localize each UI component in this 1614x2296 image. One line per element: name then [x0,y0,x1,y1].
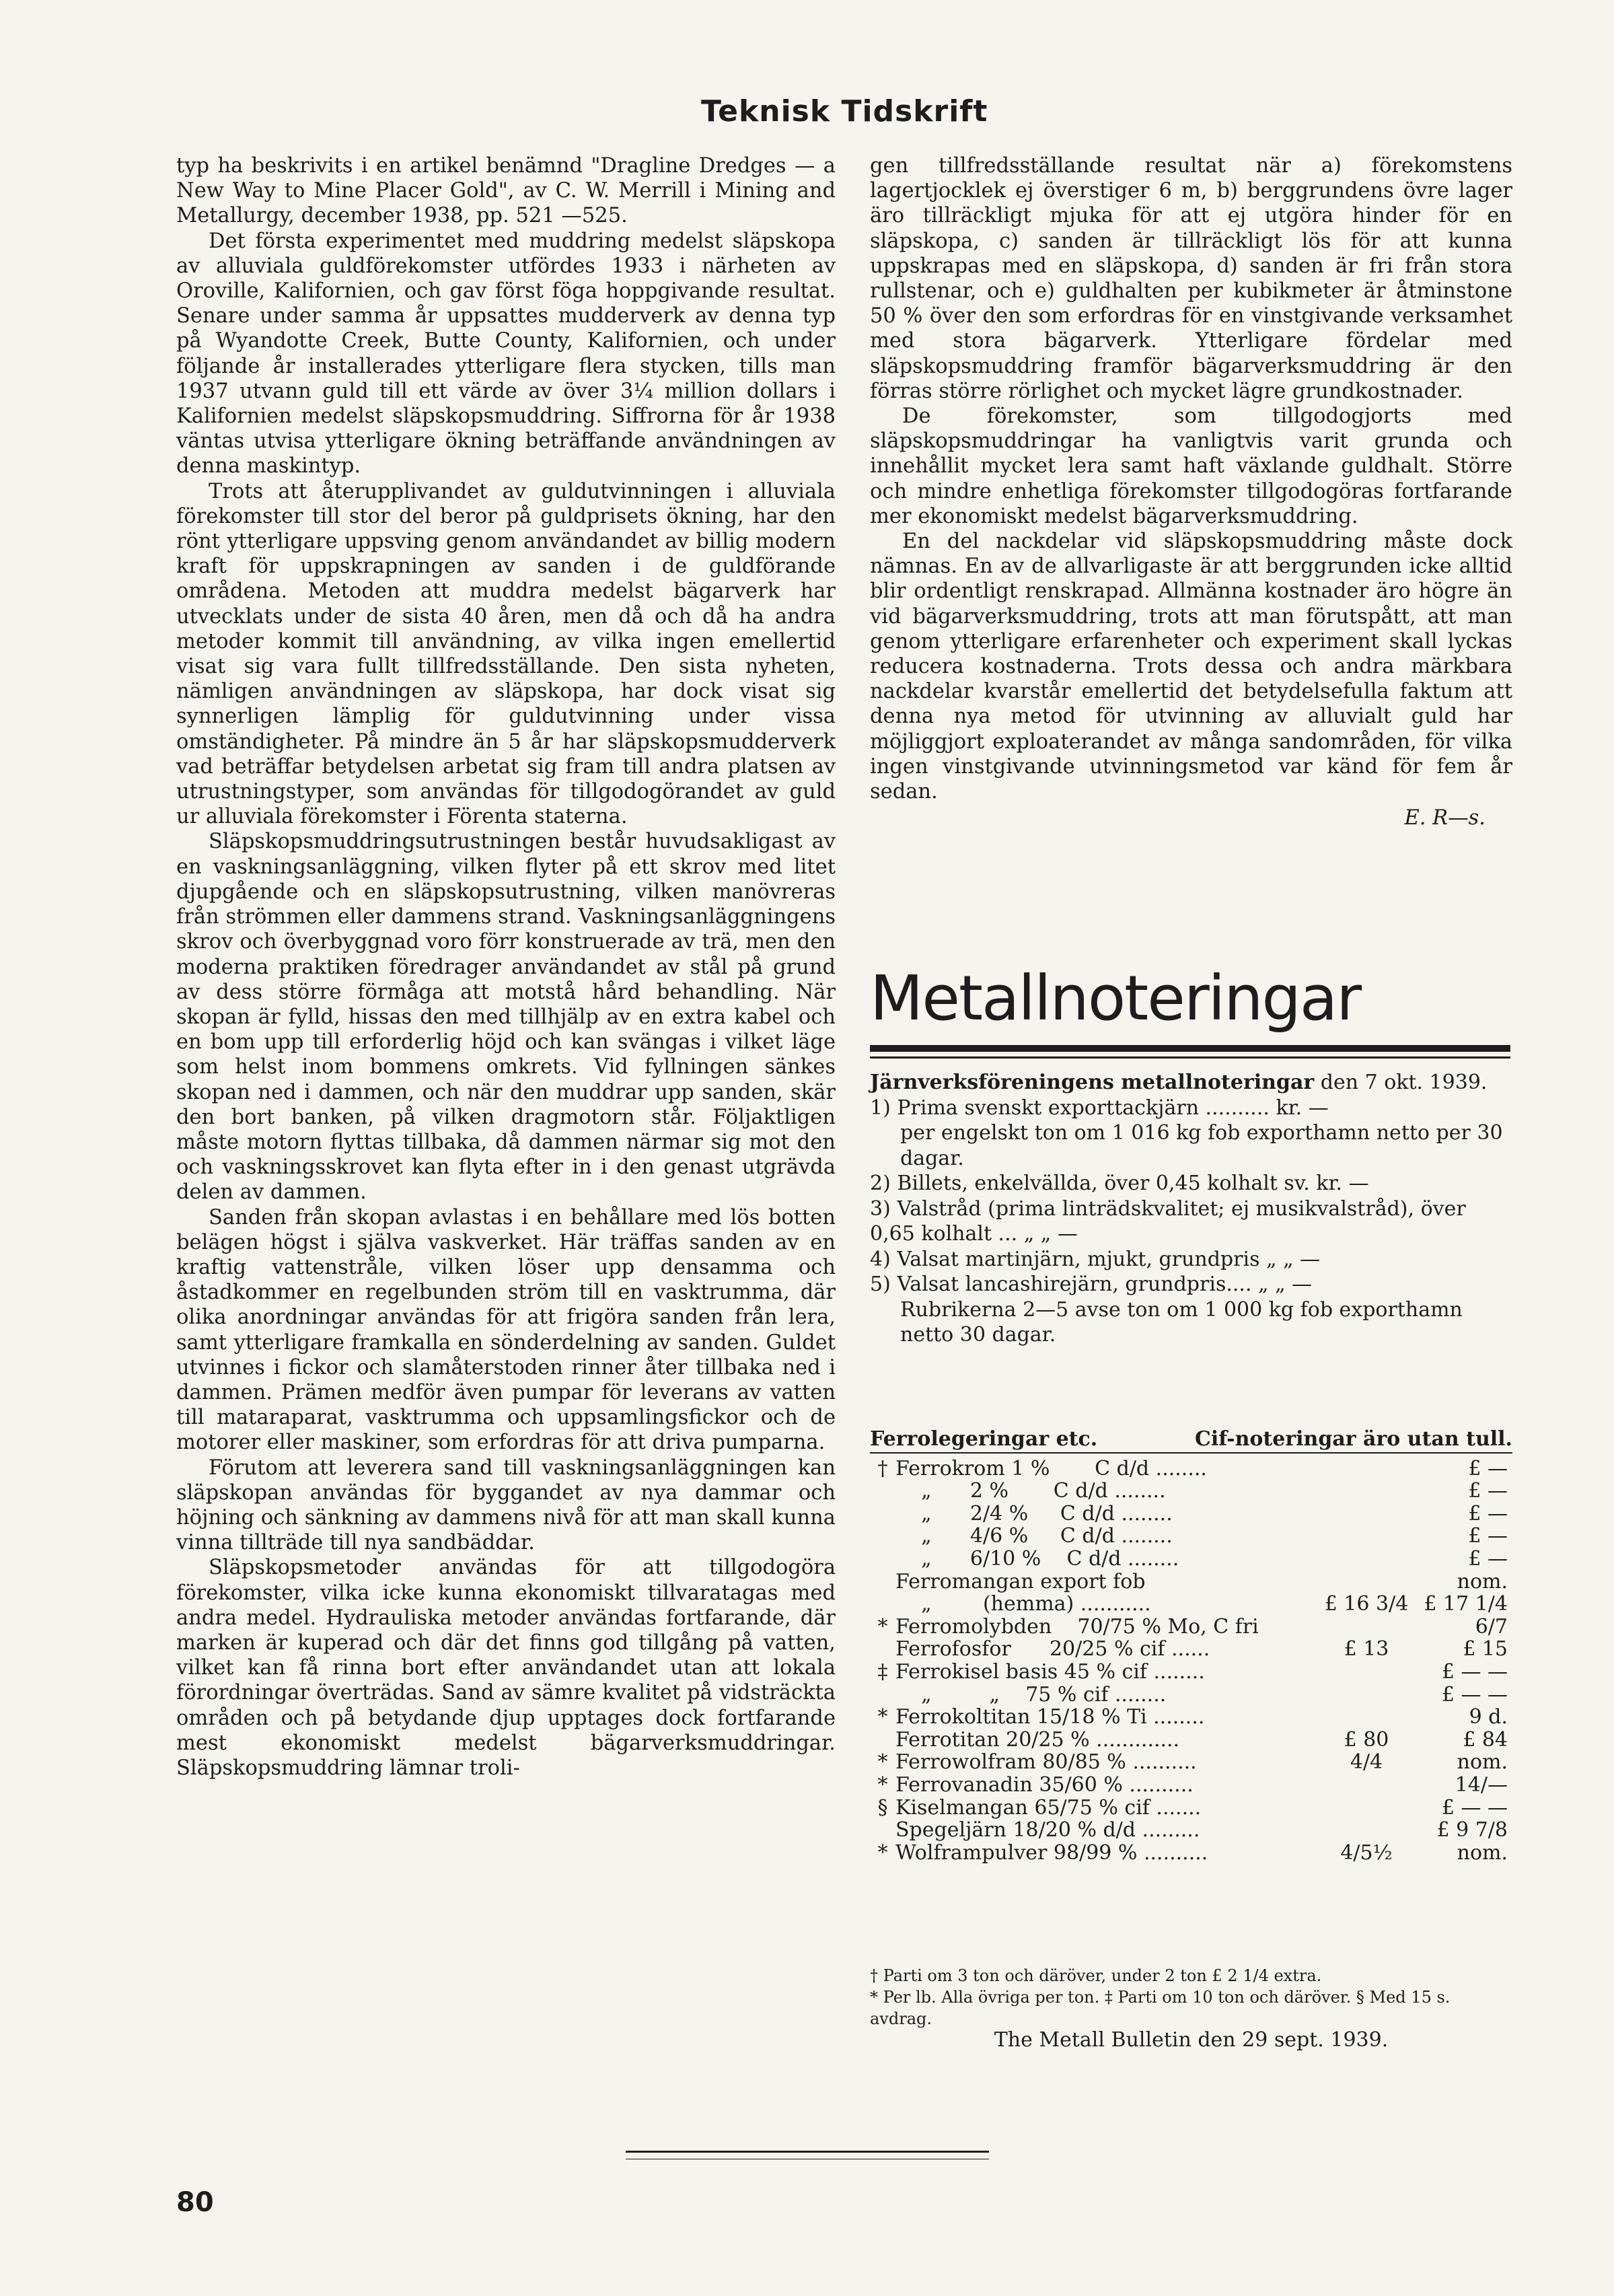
author-signature: E. R—s. [1404,806,1485,830]
title-rule-thin [870,1056,1510,1059]
table-row [870,1684,1512,1707]
ferro-head-right: Cif-noteringar äro utan tull. [1195,1427,1512,1451]
ferro-mark [870,1503,895,1526]
paragraph: Släpskopsmetoder användas för att tillgodogöra förekomster, vilka icke kunna ekonomiskt tillvaratagas med andra medel. Hydrauliska metoder användas fortfarande, där marken är kuperad och där det finns god tillgång på vatten, vilket kan få rinna bort efter användandet utan att lokala förordningar överträdas. Sand av sämre kvalitet på vidsträckta områden och på betydande djup upptages dock fortfarande mest ekonomiskt medelst bägarverksmuddringar. Släpskopsmuddring lämnar troli- [176,1556,836,1780]
table-row [870,1525,1512,1548]
quote-item: 2) Billets, enkelvällda, över 0,45 kolhalt sv. kr. — [870,1172,1369,1195]
table-row [870,1842,1512,1865]
ferro-table [870,1428,1512,1864]
ferro-v2: 14/— [1455,1772,1508,1797]
paragraph: Det första experimentet med muddring medelst släpskopa av alluviala guldförekomster utfördes 1933 i närheten av Oroville, Kalifornien, och gav först föga hoppgivande resultat. Senare under samma år uppsattes mudderverk av denna typ på Wyandotte Creek, Butte County, Kalifornien, och under följande år installerades ytterligare flera stycken, tills man 1937 utvann guld till ett värde av över 3¼ million dollars i Kalifornien medelst släpskopsmuddring. Siffrorna för år 1938 väntas utvisa ytterligare ökning beträffande användningen av denna maskintyp. [176,229,836,478]
table-row [870,1548,1512,1571]
ferro-name: „ 2 % C d/d ........ [895,1479,1166,1503]
rubric-note: Rubrikerna 2—5 avse ton om 1 000 kg fob exporthamn netto 30 dagar. [900,1297,1463,1347]
ferro-v2: £ — — [1441,1682,1508,1707]
ferro-v2: £ 17 1/4 [1424,1592,1508,1616]
ferro-mark: * [877,1772,888,1797]
ferro-v1: £ 13 [1344,1637,1389,1661]
ferro-name: Spegeljärn 18/20 % d/d ......... [895,1818,1200,1842]
table-row [870,1706,1512,1729]
ferro-name: Ferrowolfram 80/85 % .......... [895,1750,1197,1774]
ferro-name: Ferromolybden 70/75 % Mo, C fri [895,1614,1259,1639]
ferro-table-header [870,1428,1512,1454]
ferro-v2: 9 d. [1469,1705,1508,1729]
footnote: * Per lb. Alla övriga per ton. ‡ Parti om 10 ton och däröver. § Med 15 s. avdrag. [870,1988,1451,2028]
ferro-mark [870,1684,895,1707]
ferro-name: Ferromangan export fob [895,1569,1146,1593]
quote-item: 3) Valstråd (prima linträdskvalitet; ej musikvalstråd), över 0,65 kolhalt ... „ „ — [870,1196,1466,1246]
ferro-name: „ „ 75 % cif ........ [895,1682,1167,1707]
paragraph: typ ha beskrivits i en artikel benämnd "Dragline Dredges — a New Way to Mine Placer Gold", av C. W. Merrill i Mining and Metallurgy, december 1938, pp. 521 —525. [176,154,836,228]
paragraph: gen tillfredsställande resultat när a) förekomstens lagertjocklek ej överstiger 6 m, b) berggrundens övre lager äro tillräckligt mjuka för att ej utgöra hinder för en släpskopa, c) sanden är tillräckligt lös för att kunna uppskrapas med en släpskopa, d) sanden är fri från stora rullstenar, och e) guldhalten per kubikmeter är åtminstone 50 % över den som erfordras för en vinstgivande verksamhet med stora bägarverk. Ytterligare fördelar med släpskopsmuddring framför bägarverksmuddring är den förras större rörlighet och mycket lägre grundkostnader. [870,154,1512,403]
ferro-v1 [1319,1548,1414,1571]
ferro-v2: £ — [1468,1546,1508,1571]
bottom-rule [626,2151,989,2153]
title-rule [870,1045,1510,1052]
ferro-v2: 6/7 [1475,1614,1508,1639]
table-row [870,1729,1512,1752]
ferro-name: „ 4/6 % C d/d ........ [895,1524,1173,1548]
section-title: Metallnoteringar [870,962,1361,1034]
table-row [870,1503,1512,1526]
ferro-v1 [1319,1616,1414,1639]
paragraph: Sanden från skopan avlastas i en behållare med lös botten belägen högst i själva vaskverket. Här träffas sanden av en kraftig vattenstråle, vilken löser upp densamma och åstadkommer en regelbunden ström till en vasktrumma, där olika anordningar användas för att frigöra sanden från lera, samt ytterligare framkalla en sönderdelning av sanden. Guldet utvinnes i fickor och slamåterstoden rinner åter tillbaka ned i dammen. Prämen medför även pumpar för leverans av vatten till mataraparat, vasktrumma och uppsamlingsfickor och de motorer eller maskiner, som erfordras för att driva pumparna. [176,1205,836,1455]
table-row [870,1638,1512,1661]
ferro-v2: £ 84 [1463,1727,1508,1752]
metal-quotations [870,1070,1512,1348]
ferro-mark: * [877,1750,888,1774]
ferro-v2: £ 15 [1463,1637,1508,1661]
ferro-v2: £ — — [1441,1795,1508,1820]
table-row [870,1480,1512,1503]
source-line: The Metall Bulletin den 29 sept. 1939. [994,2028,1389,2052]
ferro-v1: £ 16 3/4 [1324,1592,1409,1616]
ferro-name: Ferrokisel basis 45 % cif ........ [895,1659,1205,1684]
ferro-mark: ‡ [877,1659,888,1684]
ferro-mark: § [877,1795,888,1820]
ferro-mark [870,1480,895,1503]
ferro-v2: £ — [1468,1479,1508,1503]
quote-item: per engelskt ton om 1 016 kg fob exporthamn netto per 30 dagar. [900,1121,1503,1170]
ferro-v2: £ — [1468,1501,1508,1526]
ferro-v1 [1319,1503,1414,1526]
ferro-v1: £ 80 [1344,1727,1389,1752]
ferro-v1 [1319,1458,1414,1480]
intro-date: den 7 okt. 1939. [1314,1071,1488,1094]
quote-item: 5) Valsat lancashirejärn, grundpris.... „ „ — [870,1272,1313,1296]
ferro-name: „ (hemma) ........... [895,1592,1151,1616]
ferro-v1 [1319,1480,1414,1503]
table-row [870,1819,1512,1842]
right-column [870,153,1512,830]
ferro-v2: nom. [1457,1569,1508,1593]
ferro-v1 [1319,1797,1414,1820]
ferro-v2: £ — [1468,1524,1508,1548]
footnotes [870,1965,1512,2051]
journal-header: Teknisk Tidskrift [701,94,988,129]
table-row [870,1593,1512,1616]
ferro-name: Ferrofosfor 20/25 % cif ...... [895,1637,1210,1661]
ferro-mark [870,1548,895,1571]
quote-item: 1) Prima svenskt exporttackjärn .......... kr. — [870,1096,1329,1120]
page-number: 80 [176,2187,214,2218]
footnote: † Parti om 3 ton och däröver, under 2 ton £ 2 1/4 extra. [870,1966,1322,1985]
paragraph: De förekomster, som tillgodogjorts med släpskopsmuddringar ha vanligtvis varit grunda och innehållit mycket lera samt haft växlande guldhalt. Större och mindre enhetliga förekomster tillgodogöras fortfarande mer ekonomiskt medelst bägarverksmuddring. [870,404,1512,528]
ferro-v2: £ — [1468,1456,1508,1480]
ferro-mark [870,1593,895,1616]
ferro-mark: * [877,1614,888,1639]
paragraph: Släpskopsmuddringsutrustningen består huvudsakligast av en vaskningsanläggning, vilken flyter på ett skrov med litet djupgående och en släpskopsutrustning, vilken manövreras från strömmen eller dammens strand. Vaskningsanläggningens skrov och överbyggnad voro förr konstruerade av trä, men den moderna praktiken föredrager användandet av stål på grund av dess större förmåga att motstå hård behandling. När skopan är fylld, hissas den med tillhjälp av en extra kabel och en bom upp till erforderlig höjd och kan svängas i vilket läge som helst inom bommens omkrets. Vid fyllningen sänkes skopan ned i dammen, och när den muddrar upp sanden, skär den bort banken, på vilken dragmotorn står. Följaktligen måste motorn flyttas tillbaka, då dammen närmar sig mot den och vaskningsskrovet kan flyta efter in i den genast utgrävda delen av dammen. [176,830,836,1205]
ferro-v2: nom. [1457,1750,1508,1774]
ferro-v1: 4/5½ [1340,1840,1393,1865]
paragraph: Trots att återupplivandet av guldutvinningen i alluviala förekomster till stor del beror på guldprisets ökning, har den rönt ytterligare uppsving genom användandet av billig modern kraft för uppskrapningen av sanden i de guldförande områdena. Metoden att muddra medelst bägarverk har utvecklats under de sista 40 åren, men då och då ha andra metoder kommit till användning, av vilka ingen emellertid visat sig vara fullt tillfredsställande. Den sista nyheten, nämligen användningen av släpskopa, har dock visat sig synnerligen lämplig för guldutvinning under vissa omständigheter. På mindre än 5 år har släpskopsmudderverk vad beträffar betydelsen arbetat sig fram till andra platsen av utrustningstyper, som användas för tillgodogörandet av guld ur alluviala förekomster i Förenta staterna. [176,479,836,829]
table-row [870,1571,1512,1593]
ferro-v1 [1319,1661,1414,1684]
ferro-mark [870,1729,895,1752]
table-row [870,1661,1512,1684]
ferro-v2: nom. [1457,1840,1508,1865]
ferro-mark: * [877,1705,888,1729]
ferro-mark [870,1571,895,1593]
ferro-v2: £ 9 7/8 [1436,1818,1508,1842]
ferro-v1 [1319,1571,1414,1593]
ferro-name: Wolframpulver 98/99 % .......... [895,1840,1208,1865]
ferro-v2: £ — — [1441,1659,1508,1684]
table-row [870,1458,1512,1480]
ferro-v1 [1319,1819,1414,1842]
ferro-name: Ferrokoltitan 15/18 % Ti ........ [895,1705,1205,1729]
ferro-mark [870,1819,895,1842]
table-row [870,1751,1512,1774]
intro-heading: Järnverksföreningens metallnoteringar [870,1071,1315,1094]
ferro-mark: * [877,1840,888,1865]
ferro-mark: † [877,1456,888,1480]
ferro-name: „ 2/4 % C d/d ........ [895,1501,1173,1526]
ferro-v1: 4/4 [1350,1750,1383,1774]
ferro-head-left: Ferrolegeringar etc. [870,1427,1098,1451]
ferro-name: Kiselmangan 65/75 % cif ....... [895,1795,1202,1820]
table-row [870,1774,1512,1797]
ferro-v1 [1319,1774,1414,1797]
quote-item: 4) Valsat martinjärn, mjukt, grundpris „ „ — [870,1247,1321,1271]
ferro-name: Ferrovanadin 35/60 % .......... [895,1772,1194,1797]
ferro-v1 [1319,1706,1414,1729]
ferro-rows [870,1458,1512,1865]
ferro-mark [870,1638,895,1661]
ferro-v1 [1319,1525,1414,1548]
ferro-v1 [1319,1684,1414,1707]
ferro-name: Ferrokrom 1 % C d/d ........ [895,1456,1207,1480]
left-column [176,153,836,1781]
ferro-name: Ferrotitan 20/25 % ............. [895,1727,1180,1752]
table-row [870,1616,1512,1639]
ferro-mark [870,1525,895,1548]
paragraph: Förutom att leverera sand till vaskningsanläggningen kan släpskopan användas för byggandet av nya dammar och höjning och sänkning av dammens nivå för att man skall kunna vinna tillträde till nya sandbäddar. [176,1456,836,1555]
paragraph: En del nackdelar vid släpskopsmuddring måste dock nämnas. En av de allvarligaste är att berggrunden icke alltid blir ordentligt renskrapad. Allmänna kostnader äro högre än vid bägarverksmuddring, trots att man förutspått, att man genom ytterligare erfarenheter och experiment skall lyckas reducera kostnaderna. Trots dessa och andra märkbara nackdelar kvarstår emellertid det betydelsefulla faktum att denna nya metod för utvinning av alluvialt guld har möjliggjort exploaterandet av många sandområden, för vilka ingen vinstgivande utvinningsmetod var känd för fem år sedan. [870,530,1512,804]
table-row [870,1797,1512,1820]
ferro-name: „ 6/10 % C d/d ........ [895,1546,1179,1571]
